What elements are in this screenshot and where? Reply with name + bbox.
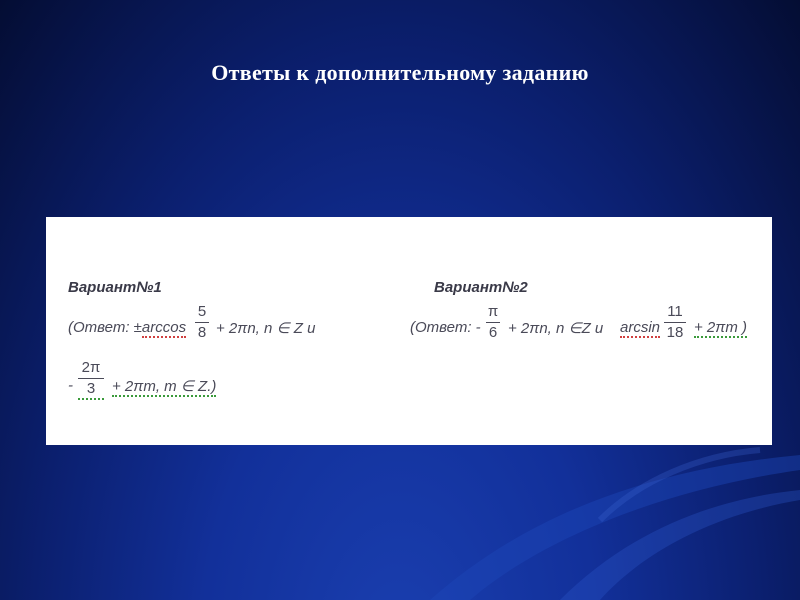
variant2-fraction-2-denominator: 18 [666, 324, 684, 341]
variant2-answer-mid: + 2πn, n ∈Z и [508, 320, 604, 337]
variant2-arc-function: arcsin [620, 319, 661, 336]
variant1-fraction-2 [78, 359, 104, 400]
variant2-answer-tail: + 2πm ) [694, 319, 747, 336]
variant1-fraction-2-numerator: 2π [81, 359, 101, 376]
variant1-fraction-1-numerator: 5 [197, 303, 207, 320]
variant1-answer-mid: + 2πn, n ∈ Z и [216, 320, 316, 337]
answer-panel [46, 217, 772, 445]
variant1-line2-tail: + 2πm, m ∈ Z.) [112, 378, 217, 395]
variant2-answer-prefix: (Ответ: - [410, 319, 481, 336]
variant1-fraction-2-denominator: 3 [86, 380, 96, 397]
variant1-heading: Вариант№1 [68, 279, 162, 296]
variant1-answer-prefix: (Ответ: ± [68, 319, 142, 336]
variant2-fraction-1 [486, 303, 500, 342]
variant1-fraction-1 [195, 303, 209, 342]
variant2-fraction-1-numerator: π [487, 303, 499, 320]
variant2-heading: Вариант№2 [434, 279, 528, 296]
variant2-fraction-2-numerator: 11 [667, 303, 683, 320]
variant1-fraction-1-denominator: 8 [197, 324, 207, 341]
variant2-fraction-1-denominator: 6 [488, 324, 498, 341]
slide-title: Ответы к дополнительному заданию [211, 60, 589, 85]
variant2-fraction-2 [664, 303, 686, 342]
variant1-line2-sign: - [68, 377, 73, 394]
variant1-answer-line1 [68, 319, 186, 336]
variant1-arc-function: arccos [141, 319, 187, 336]
